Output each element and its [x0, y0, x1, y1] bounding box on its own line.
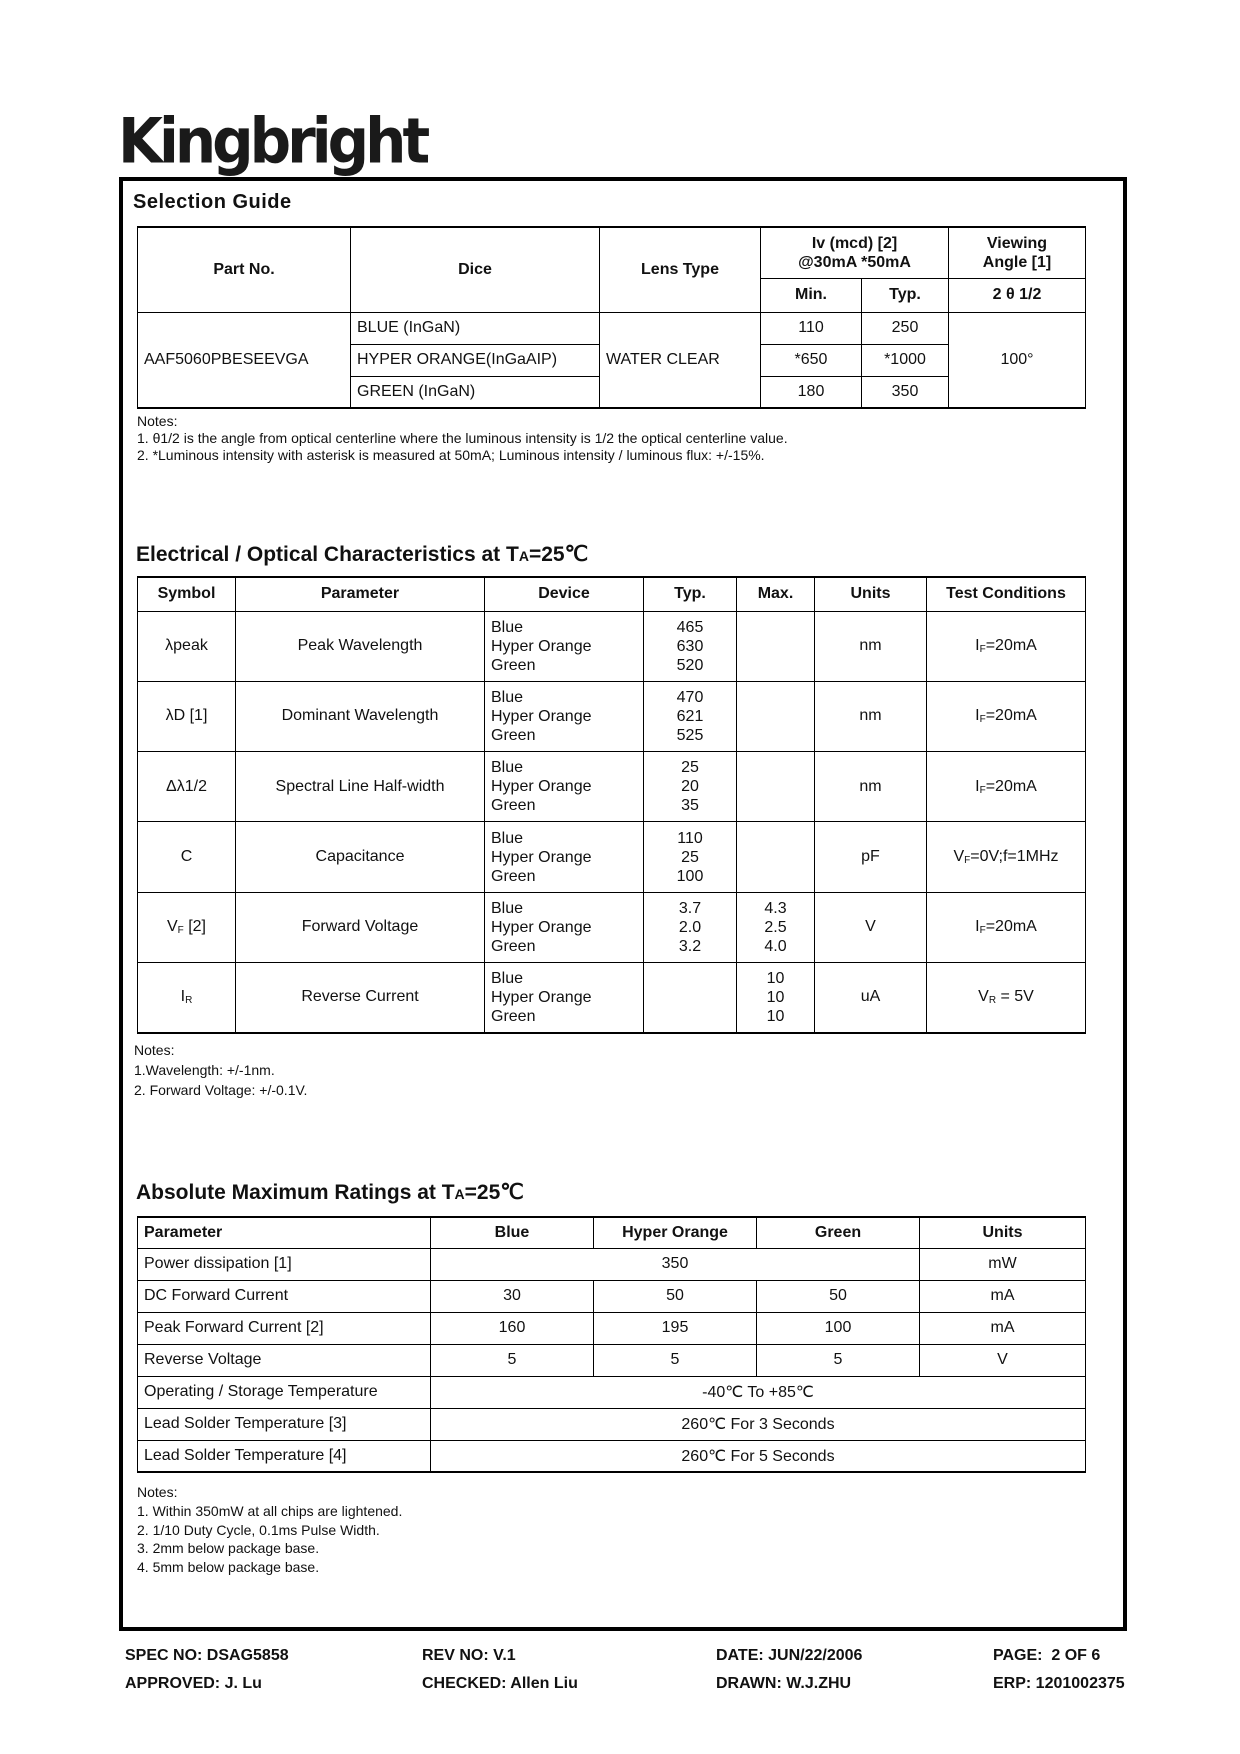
parameter-cell: Peak Wavelength [236, 611, 485, 681]
notes-label: Notes: [137, 413, 178, 429]
note-line: 2. Forward Voltage: +/-0.1V. [134, 1082, 308, 1098]
units-cell: V [815, 892, 927, 962]
symbol-subscript: R [185, 995, 193, 1007]
typ-value: 25 [681, 759, 699, 777]
header-viewing-label: Viewing [986, 234, 1048, 252]
electrical-table [137, 576, 1086, 1034]
test-condition-cell [927, 962, 1086, 1032]
parameter-cell: Reverse Current [236, 962, 485, 1032]
condition-subscript: F [979, 644, 986, 656]
value-cell: 350 [431, 1248, 920, 1280]
typ-cell [644, 611, 737, 681]
column-header: Device [485, 577, 644, 611]
device-name: Blue [491, 759, 524, 777]
typ-value: 465 [676, 618, 704, 636]
typ-cell: *1000 [862, 344, 949, 376]
symbol: λpeak [165, 637, 208, 655]
symbol-cell [138, 681, 236, 751]
absolute-title-sub: A [454, 1186, 465, 1202]
column-header: Parameter [236, 577, 485, 611]
notes-label: Notes: [137, 1484, 178, 1500]
parameter-cell: Forward Voltage [236, 892, 485, 962]
absolute-title-temp: =25℃ [464, 1181, 524, 1204]
selection-guide-table [137, 226, 1086, 409]
device-name: Blue [491, 969, 524, 987]
absolute-title [136, 1180, 524, 1205]
condition-subscript: R [988, 995, 997, 1007]
table-row [138, 1248, 1086, 1280]
device-name: Green [491, 1007, 536, 1025]
value-cell: -40℃ To +85℃ [431, 1376, 1086, 1408]
table-row [138, 1440, 1086, 1472]
lens-type: WATER CLEAR [600, 312, 761, 408]
device-cell [485, 681, 644, 751]
symbol: Δλ1/2 [166, 777, 207, 795]
units-cell: mA [920, 1280, 1086, 1312]
typ-cell [644, 822, 737, 892]
symbol-subscript: F [177, 925, 184, 937]
symbol-suffix: [2] [183, 918, 206, 936]
condition-value: = 5V [996, 988, 1034, 1006]
column-header: Symbol [138, 577, 236, 611]
device-name: Hyper Orange [491, 848, 592, 866]
typ-cell [644, 892, 737, 962]
units-cell: nm [815, 681, 927, 751]
absolute-ratings-table [137, 1216, 1086, 1473]
header-row [138, 1217, 1086, 1248]
table-row [138, 681, 1086, 751]
column-header: Blue [431, 1217, 594, 1248]
condition-value: =20mA [985, 707, 1037, 725]
condition: V [953, 848, 965, 866]
header-row [138, 577, 1086, 611]
max-cell [737, 681, 815, 751]
units-cell: pF [815, 822, 927, 892]
header-angle-symbol: 2 θ 1/2 [949, 278, 1086, 312]
units-cell: mW [920, 1248, 1086, 1280]
symbol-cell [138, 752, 236, 822]
parameter-cell: DC Forward Current [138, 1280, 431, 1312]
approved: APPROVED: J. Lu [125, 1675, 262, 1692]
min-cell: 110 [761, 312, 862, 344]
parameter-cell: Power dissipation [1] [138, 1248, 431, 1280]
condition: I [975, 777, 980, 795]
min-cell: 180 [761, 376, 862, 408]
parameter-cell: Lead Solder Temperature [4] [138, 1440, 431, 1472]
condition-subscript: F [979, 784, 986, 796]
typ-value: 35 [681, 797, 699, 815]
device-name: Green [491, 867, 536, 885]
device-cell [485, 962, 644, 1032]
parameter-cell: Dominant Wavelength [236, 681, 485, 751]
column-header: Units [920, 1217, 1086, 1248]
max-cell [737, 962, 815, 1032]
device-name: Green [491, 656, 536, 674]
table-row [138, 1344, 1086, 1376]
electrical-title-temp: =25℃ [528, 543, 589, 566]
test-condition-cell [927, 611, 1086, 681]
parameter-cell: Operating / Storage Temperature [138, 1376, 431, 1408]
condition: V [978, 988, 989, 1006]
table-row [138, 1280, 1086, 1312]
typ-value: 621 [676, 707, 704, 725]
typ-value: 525 [676, 726, 704, 744]
parameter-cell: Reverse Voltage [138, 1344, 431, 1376]
typ-cell [644, 752, 737, 822]
symbol: V [166, 918, 178, 936]
parameter-cell: Lead Solder Temperature [3] [138, 1408, 431, 1440]
column-header: Green [757, 1217, 920, 1248]
symbol-cell [138, 892, 236, 962]
condition: I [975, 707, 980, 725]
parameter-cell: Peak Forward Current [2] [138, 1312, 431, 1344]
min-cell: *650 [761, 344, 862, 376]
symbol: C [180, 848, 193, 866]
note-line: 3. 2mm below package base. [137, 1540, 320, 1557]
device-name: Hyper Orange [491, 918, 592, 936]
symbol-cell [138, 611, 236, 681]
typ-value: 520 [676, 656, 704, 674]
header-typ: Typ. [862, 278, 949, 312]
value-cell: 100 [757, 1312, 920, 1344]
column-header: Parameter [138, 1217, 431, 1248]
units-cell: V [920, 1344, 1086, 1376]
condition-value: =20mA [985, 777, 1037, 795]
device-name: Blue [491, 618, 524, 636]
header-iv [761, 227, 949, 278]
device-cell [485, 752, 644, 822]
typ-value: 3.7 [678, 899, 702, 917]
note-line: 2. 1/10 Duty Cycle, 0.1ms Pulse Width. [137, 1521, 380, 1538]
electrical-title [136, 542, 588, 567]
max-cell [737, 822, 815, 892]
device-cell [485, 611, 644, 681]
table-row [138, 1408, 1086, 1440]
typ-value: 100 [676, 867, 704, 885]
note-line: 1.Wavelength: +/-1nm. [134, 1062, 275, 1078]
column-header: Units [815, 577, 927, 611]
typ-value: 630 [676, 637, 704, 655]
units-cell: nm [815, 752, 927, 822]
header-part-no: Part No. [138, 227, 351, 312]
table-row [138, 611, 1086, 681]
device-name: Hyper Orange [491, 637, 592, 655]
absolute-notes [137, 1483, 402, 1577]
value-cell: 195 [594, 1312, 757, 1344]
condition-subscript: F [979, 714, 986, 726]
value-cell: 5 [757, 1344, 920, 1376]
device-name: Green [491, 726, 536, 744]
table-row [138, 752, 1086, 822]
typ-value: 470 [676, 688, 704, 706]
viewing-angle: 100° [949, 312, 1086, 408]
max-value: 10 [766, 1007, 785, 1025]
condition-subscript: F [979, 925, 986, 937]
erp: ERP: 1201002375 [993, 1675, 1125, 1692]
device-name: Blue [491, 688, 524, 706]
column-header: Hyper Orange [594, 1217, 757, 1248]
value-cell: 5 [431, 1344, 594, 1376]
device-name: Hyper Orange [491, 707, 592, 725]
table-row [138, 822, 1086, 892]
drawn: DRAWN: W.J.ZHU [716, 1675, 852, 1692]
rev-no: REV NO: V.1 [422, 1647, 516, 1664]
max-value: 2.5 [764, 918, 787, 936]
electrical-notes [134, 1040, 307, 1100]
max-value: 10 [766, 969, 785, 987]
max-value: 4.0 [764, 937, 787, 955]
typ-cell [644, 681, 737, 751]
test-condition-cell [927, 892, 1086, 962]
header-iv-condition: @30mA *50mA [798, 253, 911, 271]
test-condition-cell [927, 752, 1086, 822]
table-row [138, 892, 1086, 962]
parameter-cell: Spectral Line Half-width [236, 752, 485, 822]
value-cell: 50 [594, 1280, 757, 1312]
test-condition-cell [927, 681, 1086, 751]
header-min: Min. [761, 278, 862, 312]
electrical-title-sub: A [518, 548, 529, 564]
max-cell [737, 752, 815, 822]
value-cell: 260℃ For 3 Seconds [431, 1408, 1086, 1440]
typ-cell: 250 [862, 312, 949, 344]
typ-cell: 350 [862, 376, 949, 408]
spec-no: SPEC NO: DSAG5858 [125, 1647, 289, 1664]
selection-guide-notes [137, 413, 788, 464]
typ-value: 2.0 [678, 918, 702, 936]
max-value: 10 [766, 988, 785, 1006]
table-row [138, 1376, 1086, 1408]
condition-subscript: F [964, 855, 971, 867]
value-cell: 260℃ For 5 Seconds [431, 1440, 1086, 1472]
table-row [138, 1312, 1086, 1344]
symbol-cell [138, 962, 236, 1032]
header-lens-type: Lens Type [600, 227, 761, 312]
value-cell: 50 [757, 1280, 920, 1312]
column-header: Max. [737, 577, 815, 611]
typ-value: 110 [677, 829, 703, 847]
max-cell [737, 611, 815, 681]
date: DATE: JUN/22/2006 [716, 1647, 863, 1664]
symbol-cell [138, 822, 236, 892]
max-cell [737, 892, 815, 962]
device-cell [485, 892, 644, 962]
condition-value: =0V;f=1MHz [970, 848, 1059, 866]
value-cell: 160 [431, 1312, 594, 1344]
condition-value: =20mA [985, 918, 1037, 936]
absolute-title-text: Absolute Maximum Ratings at T [136, 1181, 455, 1204]
units-cell: mA [920, 1312, 1086, 1344]
header-viewing-angle [949, 227, 1086, 278]
device-name: Blue [491, 899, 524, 917]
device-name: Blue [491, 829, 524, 847]
header-iv-label: Iv (mcd) [2] [811, 234, 898, 252]
typ-value: 3.2 [678, 937, 702, 955]
notes-label: Notes: [134, 1042, 175, 1058]
max-value: 4.3 [764, 899, 787, 917]
dice-cell: GREEN (InGaN) [351, 376, 600, 408]
note-line: 4. 5mm below package base. [137, 1559, 320, 1576]
device-name: Green [491, 797, 536, 815]
typ-value: 25 [681, 848, 699, 866]
symbol: λD [1] [165, 707, 208, 725]
condition: I [975, 637, 980, 655]
symbol: I [180, 988, 186, 1006]
part-number: AAF5060PBESEEVGA [138, 312, 351, 408]
typ-value: 20 [681, 778, 699, 796]
checked: CHECKED: Allen Liu [422, 1675, 578, 1692]
table-row [138, 312, 1086, 344]
selection-guide-title: Selection Guide [133, 191, 292, 213]
column-header: Typ. [644, 577, 737, 611]
units-cell: nm [815, 611, 927, 681]
units-cell: uA [815, 962, 927, 1032]
condition-value: =20mA [985, 637, 1037, 655]
device-cell [485, 822, 644, 892]
note-line: 1. Within 350mW at all chips are lightened. [137, 1502, 403, 1519]
header-dice: Dice [351, 227, 600, 312]
column-header: Test Conditions [927, 577, 1086, 611]
kingbright-logo: Kingbright [118, 104, 427, 178]
device-name: Hyper Orange [491, 988, 592, 1006]
value-cell: 5 [594, 1344, 757, 1376]
note-line: 1. θ1/2 is the angle from optical centerline where the luminous intensity is 1/2 the optical centerline value. [137, 430, 788, 446]
typ-cell [644, 962, 737, 1032]
dice-cell: BLUE (InGaN) [351, 312, 600, 344]
table-row [138, 962, 1086, 1032]
note-line: 2. *Luminous intensity with asterisk is measured at 50mA; Luminous intensity / luminous flux: +/-15%. [137, 447, 765, 463]
test-condition-cell [927, 822, 1086, 892]
header-angle-label: Angle [1] [982, 253, 1052, 271]
device-name: Hyper Orange [491, 778, 592, 796]
dice-cell: HYPER ORANGE(InGaAIP) [351, 344, 600, 376]
electrical-title-text: Electrical / Optical Characteristics at T [136, 543, 519, 566]
parameter-cell: Capacitance [236, 822, 485, 892]
device-name: Green [491, 937, 536, 955]
condition: I [975, 918, 980, 936]
page-number: PAGE: 2 OF 6 [993, 1647, 1101, 1664]
value-cell: 30 [431, 1280, 594, 1312]
